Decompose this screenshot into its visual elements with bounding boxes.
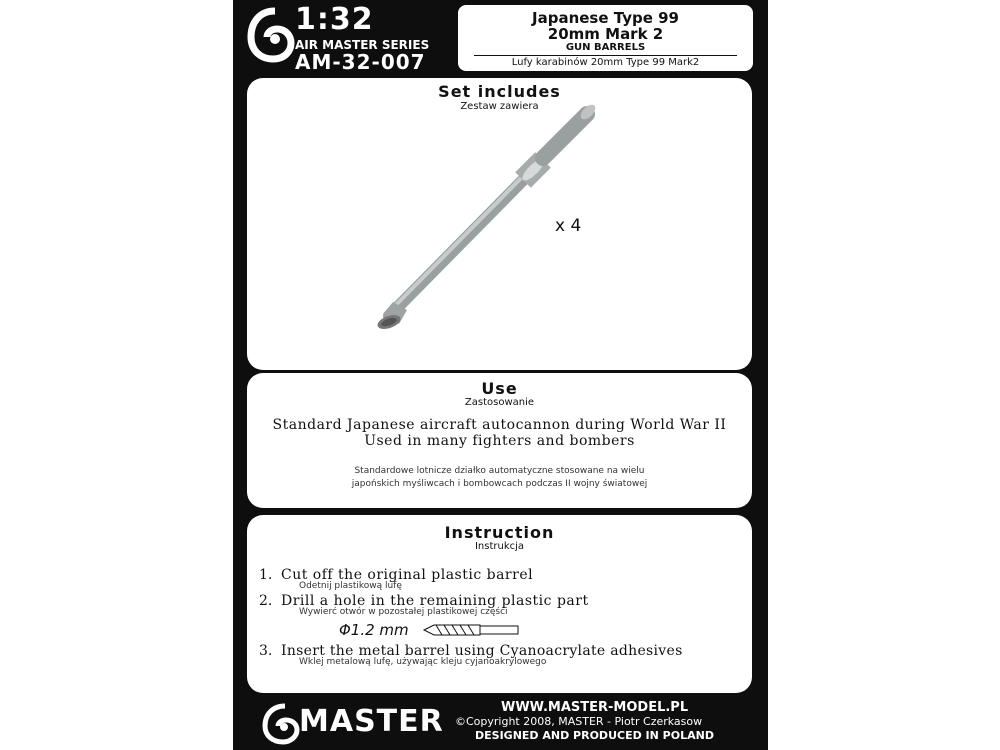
step-3-text: Insert the metal barrel using Cyanoacrylate adhesives [281, 643, 683, 659]
footer-copyright: ©Copyright 2008, MASTER - Piotr Czerkasow [455, 715, 703, 728]
scale-label: 1:32 [295, 2, 374, 37]
instruction-panel [247, 515, 752, 693]
set-includes-panel [247, 78, 752, 370]
use-title: Use [481, 379, 518, 398]
series-label: AIR MASTER SERIES [295, 38, 430, 52]
product-title-line1: Japanese Type 99 [532, 9, 679, 27]
step-3-number: 3. [259, 643, 273, 659]
drill-bit-icon [422, 623, 522, 637]
step-2-number: 2. [259, 593, 273, 609]
footer-logo-icon [261, 702, 301, 746]
product-title-polish: Lufy karabinów 20mm Type 99 Mark2 [511, 57, 700, 68]
step-2-polish: Wywierć otwór w pozostałej plastikowej części [299, 607, 508, 617]
product-title-line2: 20mm Mark 2 [547, 25, 664, 43]
footer-brand: MASTER [299, 704, 444, 739]
step-3-polish: Wklej metalową lufę, używając kleju cyjanoakrylowego [299, 657, 547, 667]
quantity-label: x 4 [555, 216, 582, 236]
drill-size-label: Φ1.2 mm [339, 621, 409, 639]
title-box [458, 5, 753, 71]
use-subtitle: Zastosowanie [464, 397, 535, 408]
product-card [233, 0, 768, 750]
gun-barrel-image [247, 78, 752, 370]
use-line1: Standard Japanese aircraft autocannon during World War II [272, 417, 727, 433]
set-includes-subtitle: Zestaw zawiera [460, 101, 539, 112]
instruction-subtitle: Instrukcja [474, 541, 525, 552]
instruction-title: Instruction [444, 523, 555, 542]
step-2-text: Drill a hole in the remaining plastic part [281, 593, 589, 609]
set-includes-title: Set includes [438, 82, 561, 101]
master-logo-icon [245, 5, 297, 65]
step-1-polish: Odetnij plastikową lufę [299, 581, 402, 591]
step-1-number: 1. [259, 567, 273, 583]
step-1-text: Cut off the original plastic barrel [281, 567, 534, 583]
footer-made: DESIGNED AND PRODUCED IN POLAND [475, 729, 714, 742]
use-polish-line2: japońskich myśliwcach i bombowcach podczas II wojny światowej [351, 479, 648, 489]
use-panel [247, 373, 752, 508]
product-code: AM-32-007 [295, 50, 426, 74]
title-divider [474, 55, 737, 56]
use-polish-line1: Standardowe lotnicze działko automatyczne stosowane na wielu [354, 466, 645, 476]
product-title-line3: GUN BARRELS [565, 42, 646, 53]
use-line2: Used in many fighters and bombers [364, 433, 635, 449]
footer-website: WWW.MASTER-MODEL.PL [501, 700, 689, 715]
